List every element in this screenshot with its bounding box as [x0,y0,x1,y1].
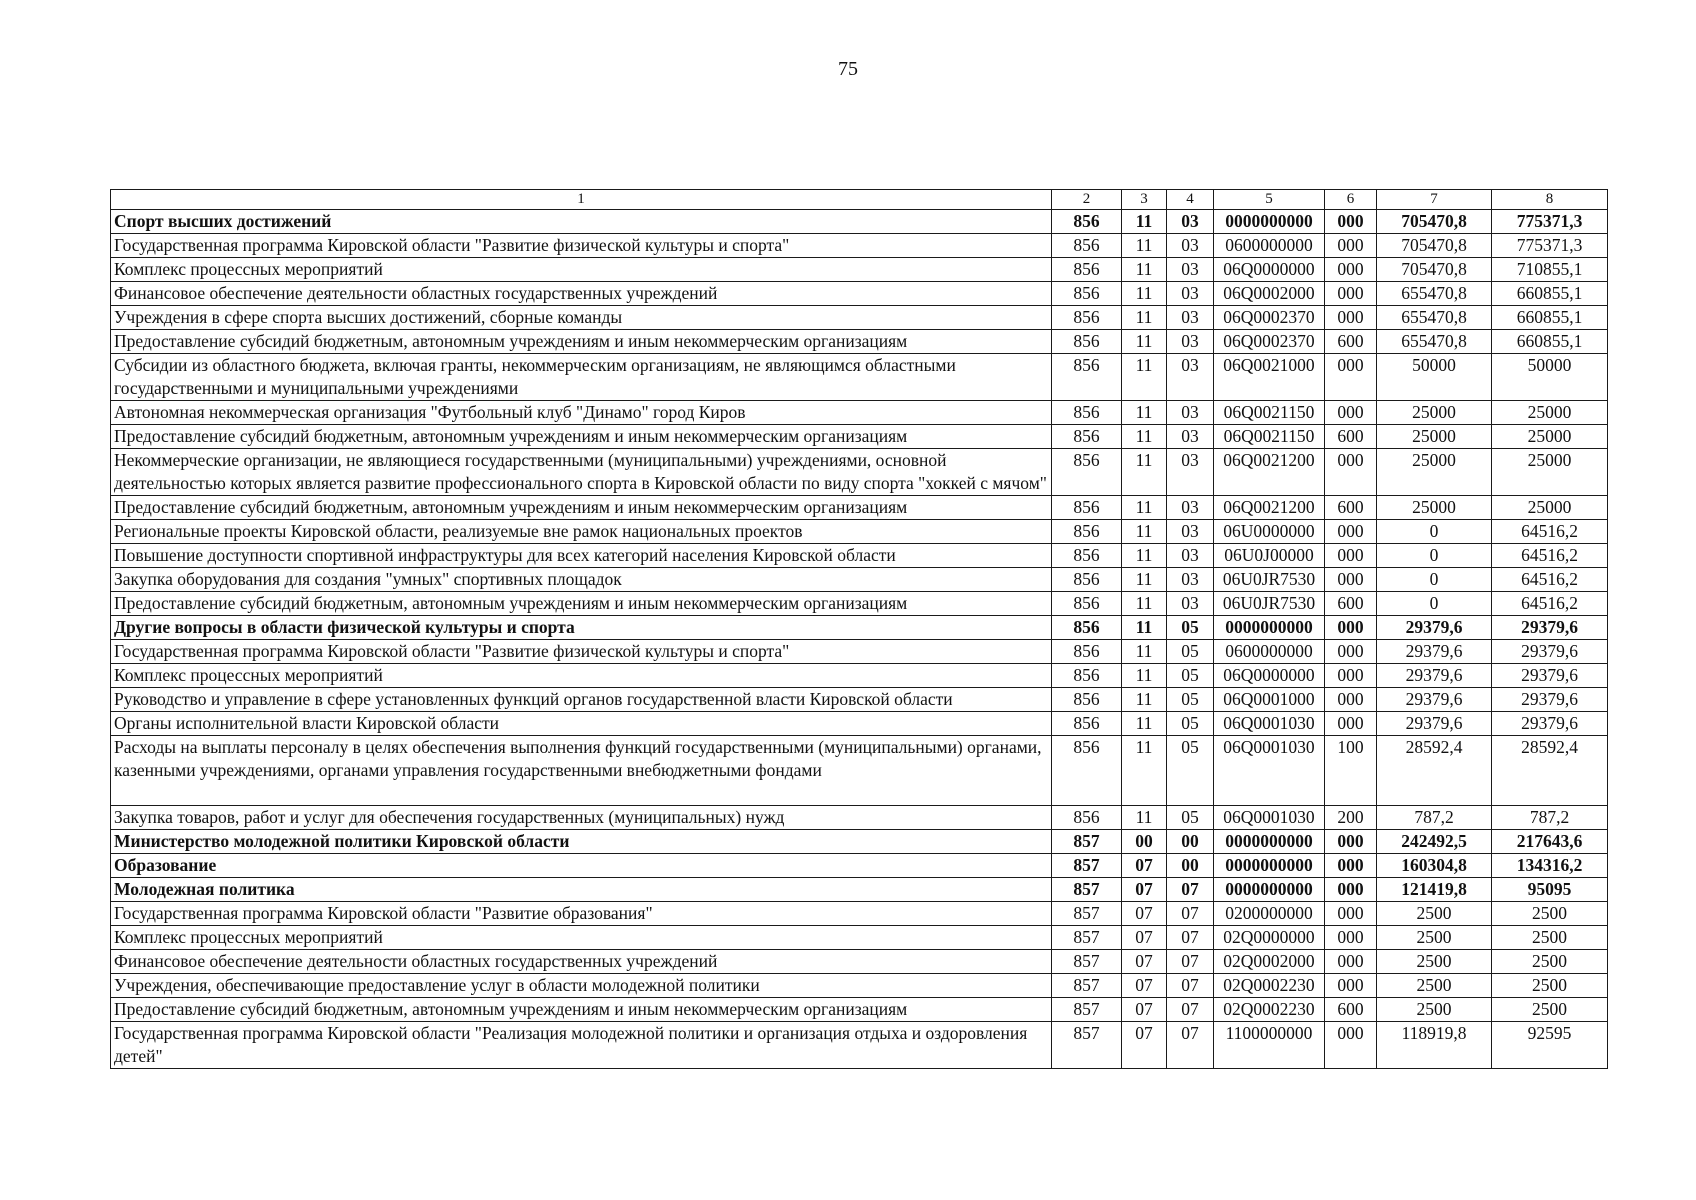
expense-type-cell: 000 [1325,306,1377,330]
column-number-6: 6 [1325,190,1377,210]
amount-year2-cell: 134316,2 [1492,854,1608,878]
admin-code-cell: 856 [1052,306,1122,330]
expense-type-cell: 600 [1325,330,1377,354]
target-article-cell: 0000000000 [1214,854,1325,878]
amount-year2-cell: 29379,6 [1492,712,1608,736]
expense-type-cell: 000 [1325,401,1377,425]
amount-year1-cell: 28592,4 [1377,736,1492,806]
row-name-cell: Закупка товаров, работ и услуг для обеспечения государственных (муниципальных) нужд [111,806,1052,830]
target-article-cell: 02Q0002230 [1214,998,1325,1022]
subsection-cell: 03 [1167,544,1214,568]
amount-year1-cell: 2500 [1377,950,1492,974]
admin-code-cell: 856 [1052,258,1122,282]
subsection-cell: 03 [1167,258,1214,282]
amount-year1-cell: 0 [1377,520,1492,544]
table-row [111,878,1608,902]
expense-type-cell: 000 [1325,902,1377,926]
section-cell: 11 [1122,806,1167,830]
expense-type-cell: 000 [1325,854,1377,878]
budget-table [110,189,1608,1069]
target-article-cell: 0000000000 [1214,830,1325,854]
subsection-cell: 05 [1167,712,1214,736]
table-row [111,234,1608,258]
section-cell: 07 [1122,998,1167,1022]
expense-type-cell: 600 [1325,998,1377,1022]
table-row [111,640,1608,664]
amount-year2-cell: 50000 [1492,354,1608,401]
subsection-cell: 00 [1167,830,1214,854]
amount-year2-cell: 217643,6 [1492,830,1608,854]
row-name-cell: Руководство и управление в сфере установленных функций органов государственной власти Кировской области [111,688,1052,712]
row-name-cell: Государственная программа Кировской области "Развитие физической культуры и спорта" [111,234,1052,258]
amount-year1-cell: 29379,6 [1377,640,1492,664]
column-number-1: 1 [111,190,1052,210]
expense-type-cell: 000 [1325,878,1377,902]
expense-type-cell: 000 [1325,568,1377,592]
expense-type-cell: 000 [1325,830,1377,854]
row-name-cell: Комплекс процессных мероприятий [111,926,1052,950]
admin-code-cell: 856 [1052,616,1122,640]
section-cell: 07 [1122,950,1167,974]
expense-type-cell: 100 [1325,736,1377,806]
target-article-cell: 06U0JR7530 [1214,568,1325,592]
expense-type-cell: 000 [1325,640,1377,664]
amount-year1-cell: 25000 [1377,401,1492,425]
subsection-cell: 03 [1167,210,1214,234]
table-row [111,425,1608,449]
admin-code-cell: 856 [1052,449,1122,496]
target-article-cell: 1100000000 [1214,1022,1325,1069]
subsection-cell: 03 [1167,496,1214,520]
row-name-cell: Образование [111,854,1052,878]
amount-year2-cell: 29379,6 [1492,616,1608,640]
table-row [111,926,1608,950]
table-row [111,830,1608,854]
target-article-cell: 06Q0021200 [1214,496,1325,520]
row-name-cell: Учреждения в сфере спорта высших достижений, сборные команды [111,306,1052,330]
table-row [111,306,1608,330]
subsection-cell: 07 [1167,974,1214,998]
table-row [111,401,1608,425]
section-cell: 11 [1122,258,1167,282]
table-row [111,592,1608,616]
amount-year2-cell: 2500 [1492,950,1608,974]
amount-year1-cell: 29379,6 [1377,688,1492,712]
subsection-cell: 07 [1167,950,1214,974]
subsection-cell: 00 [1167,854,1214,878]
amount-year1-cell: 25000 [1377,496,1492,520]
row-name-cell: Предоставление субсидий бюджетным, автономным учреждениям и иным некоммерческим организациям [111,330,1052,354]
amount-year1-cell: 655470,8 [1377,306,1492,330]
section-cell: 07 [1122,902,1167,926]
amount-year2-cell: 64516,2 [1492,568,1608,592]
subsection-cell: 03 [1167,330,1214,354]
amount-year1-cell: 25000 [1377,425,1492,449]
table-row [111,520,1608,544]
target-article-cell: 06Q0000000 [1214,664,1325,688]
table-row [111,568,1608,592]
table-row [111,616,1608,640]
amount-year1-cell: 787,2 [1377,806,1492,830]
admin-code-cell: 856 [1052,401,1122,425]
amount-year2-cell: 64516,2 [1492,544,1608,568]
admin-code-cell: 856 [1052,592,1122,616]
amount-year1-cell: 705470,8 [1377,258,1492,282]
expense-type-cell: 000 [1325,712,1377,736]
admin-code-cell: 857 [1052,998,1122,1022]
amount-year2-cell: 25000 [1492,425,1608,449]
amount-year2-cell: 775371,3 [1492,234,1608,258]
target-article-cell: 06U0J00000 [1214,544,1325,568]
subsection-cell: 05 [1167,616,1214,640]
admin-code-cell: 857 [1052,902,1122,926]
row-name-cell: Финансовое обеспечение деятельности областных государственных учреждений [111,282,1052,306]
row-name-cell: Предоставление субсидий бюджетным, автономным учреждениям и иным некоммерческим организациям [111,496,1052,520]
table-row [111,449,1608,496]
target-article-cell: 0600000000 [1214,640,1325,664]
admin-code-cell: 856 [1052,354,1122,401]
section-cell: 11 [1122,425,1167,449]
table-row [111,258,1608,282]
row-name-cell: Другие вопросы в области физической культуры и спорта [111,616,1052,640]
row-name-cell: Расходы на выплаты персоналу в целях обеспечения выполнения функций государственными (муниципальными) органами, казенными учреждениями, органами управления государственными внебюджетными фондами [111,736,1052,806]
admin-code-cell: 856 [1052,282,1122,306]
table-row [111,854,1608,878]
section-cell: 00 [1122,830,1167,854]
target-article-cell: 06Q0002370 [1214,330,1325,354]
expense-type-cell: 600 [1325,425,1377,449]
target-article-cell: 0600000000 [1214,234,1325,258]
table-row [111,806,1608,830]
amount-year1-cell: 0 [1377,544,1492,568]
section-cell: 11 [1122,306,1167,330]
admin-code-cell: 856 [1052,736,1122,806]
table-row [111,712,1608,736]
amount-year1-cell: 29379,6 [1377,712,1492,736]
subsection-cell: 05 [1167,688,1214,712]
amount-year1-cell: 0 [1377,568,1492,592]
expense-type-cell: 000 [1325,258,1377,282]
expense-type-cell: 000 [1325,688,1377,712]
row-name-cell: Государственная программа Кировской области "Развитие образования" [111,902,1052,926]
column-number-header-row [111,190,1608,210]
amount-year2-cell: 25000 [1492,449,1608,496]
section-cell: 11 [1122,616,1167,640]
section-cell: 11 [1122,568,1167,592]
admin-code-cell: 856 [1052,712,1122,736]
row-name-cell: Финансовое обеспечение деятельности областных государственных учреждений [111,950,1052,974]
target-article-cell: 06Q0021000 [1214,354,1325,401]
subsection-cell: 05 [1167,664,1214,688]
subsection-cell: 05 [1167,640,1214,664]
row-name-cell: Молодежная политика [111,878,1052,902]
row-name-cell: Некоммерческие организации, не являющиеся государственными (муниципальными) учреждениями, основной деятельностью которых является развитие профессионального спорта в Кировской области по виду спорта "хоккей с мячом" [111,449,1052,496]
target-article-cell: 06Q0002370 [1214,306,1325,330]
target-article-cell: 06Q0001030 [1214,736,1325,806]
row-name-cell: Закупка оборудования для создания "умных" спортивных площадок [111,568,1052,592]
subsection-cell: 03 [1167,449,1214,496]
expense-type-cell: 000 [1325,950,1377,974]
subsection-cell: 03 [1167,282,1214,306]
row-name-cell: Министерство молодежной политики Кировской области [111,830,1052,854]
target-article-cell: 06Q0021150 [1214,401,1325,425]
section-cell: 07 [1122,974,1167,998]
amount-year2-cell: 660855,1 [1492,282,1608,306]
page-number: 75 [838,58,858,80]
admin-code-cell: 856 [1052,210,1122,234]
row-name-cell: Государственная программа Кировской области "Развитие физической культуры и спорта" [111,640,1052,664]
expense-type-cell: 000 [1325,926,1377,950]
section-cell: 11 [1122,592,1167,616]
admin-code-cell: 856 [1052,234,1122,258]
section-cell: 11 [1122,736,1167,806]
expense-type-cell: 000 [1325,974,1377,998]
target-article-cell: 06U0000000 [1214,520,1325,544]
expense-type-cell: 200 [1325,806,1377,830]
section-cell: 11 [1122,520,1167,544]
target-article-cell: 06Q0002000 [1214,282,1325,306]
amount-year1-cell: 242492,5 [1377,830,1492,854]
table-row [111,736,1608,806]
table-row [111,282,1608,306]
expense-type-cell: 600 [1325,592,1377,616]
amount-year1-cell: 655470,8 [1377,282,1492,306]
subsection-cell: 03 [1167,354,1214,401]
amount-year1-cell: 160304,8 [1377,854,1492,878]
subsection-cell: 07 [1167,1022,1214,1069]
admin-code-cell: 856 [1052,664,1122,688]
amount-year2-cell: 2500 [1492,998,1608,1022]
target-article-cell: 06Q0001000 [1214,688,1325,712]
column-number-5: 5 [1214,190,1325,210]
subsection-cell: 03 [1167,425,1214,449]
admin-code-cell: 857 [1052,830,1122,854]
amount-year2-cell: 64516,2 [1492,520,1608,544]
table-row [111,974,1608,998]
admin-code-cell: 856 [1052,806,1122,830]
subsection-cell: 03 [1167,234,1214,258]
admin-code-cell: 856 [1052,688,1122,712]
amount-year2-cell: 775371,3 [1492,210,1608,234]
admin-code-cell: 857 [1052,854,1122,878]
table-body [111,190,1608,1069]
amount-year1-cell: 2500 [1377,998,1492,1022]
amount-year2-cell: 660855,1 [1492,306,1608,330]
table-row [111,950,1608,974]
row-name-cell: Повышение доступности спортивной инфраструктуры для всех категорий населения Кировской области [111,544,1052,568]
amount-year1-cell: 2500 [1377,926,1492,950]
row-name-cell: Предоставление субсидий бюджетным, автономным учреждениям и иным некоммерческим организациям [111,592,1052,616]
admin-code-cell: 857 [1052,974,1122,998]
section-cell: 11 [1122,282,1167,306]
amount-year1-cell: 29379,6 [1377,616,1492,640]
expense-type-cell: 000 [1325,544,1377,568]
section-cell: 11 [1122,210,1167,234]
amount-year2-cell: 710855,1 [1492,258,1608,282]
target-article-cell: 0000000000 [1214,878,1325,902]
column-number-2: 2 [1052,190,1122,210]
subsection-cell: 05 [1167,806,1214,830]
admin-code-cell: 857 [1052,878,1122,902]
amount-year1-cell: 2500 [1377,974,1492,998]
target-article-cell: 02Q0000000 [1214,926,1325,950]
admin-code-cell: 856 [1052,544,1122,568]
admin-code-cell: 857 [1052,1022,1122,1069]
amount-year1-cell: 25000 [1377,449,1492,496]
amount-year2-cell: 25000 [1492,496,1608,520]
amount-year2-cell: 95095 [1492,878,1608,902]
amount-year1-cell: 50000 [1377,354,1492,401]
column-number-4: 4 [1167,190,1214,210]
row-name-cell: Государственная программа Кировской области "Реализация молодежной политики и организация отдыха и оздоровления детей" [111,1022,1052,1069]
subsection-cell: 03 [1167,401,1214,425]
row-name-cell: Учреждения, обеспечивающие предоставление услуг в области молодежной политики [111,974,1052,998]
target-article-cell: 06Q0021150 [1214,425,1325,449]
column-number-3: 3 [1122,190,1167,210]
table-row [111,354,1608,401]
section-cell: 11 [1122,688,1167,712]
section-cell: 11 [1122,640,1167,664]
subsection-cell: 03 [1167,520,1214,544]
column-number-7: 7 [1377,190,1492,210]
section-cell: 11 [1122,712,1167,736]
row-name-cell: Комплекс процессных мероприятий [111,258,1052,282]
column-number-8: 8 [1492,190,1608,210]
expense-type-cell: 000 [1325,282,1377,306]
row-name-cell: Предоставление субсидий бюджетным, автономным учреждениям и иным некоммерческим организациям [111,998,1052,1022]
amount-year2-cell: 29379,6 [1492,664,1608,688]
amount-year2-cell: 29379,6 [1492,640,1608,664]
row-name-cell: Комплекс процессных мероприятий [111,664,1052,688]
admin-code-cell: 856 [1052,330,1122,354]
amount-year2-cell: 28592,4 [1492,736,1608,806]
subsection-cell: 07 [1167,878,1214,902]
admin-code-cell: 856 [1052,568,1122,592]
amount-year1-cell: 121419,8 [1377,878,1492,902]
subsection-cell: 07 [1167,998,1214,1022]
section-cell: 11 [1122,234,1167,258]
amount-year1-cell: 2500 [1377,902,1492,926]
section-cell: 11 [1122,664,1167,688]
amount-year2-cell: 2500 [1492,902,1608,926]
subsection-cell: 03 [1167,306,1214,330]
target-article-cell: 0200000000 [1214,902,1325,926]
expense-type-cell: 000 [1325,354,1377,401]
target-article-cell: 06Q0001030 [1214,806,1325,830]
amount-year1-cell: 705470,8 [1377,234,1492,258]
section-cell: 07 [1122,1022,1167,1069]
section-cell: 11 [1122,354,1167,401]
expense-type-cell: 000 [1325,664,1377,688]
section-cell: 07 [1122,926,1167,950]
expense-type-cell: 000 [1325,616,1377,640]
target-article-cell: 02Q0002230 [1214,974,1325,998]
target-article-cell: 06Q0021200 [1214,449,1325,496]
expense-type-cell: 000 [1325,520,1377,544]
row-name-cell: Субсидии из областного бюджета, включая гранты, некоммерческим организациям, не являющимся областными государственными и муниципальными учреждениями [111,354,1052,401]
subsection-cell: 03 [1167,568,1214,592]
admin-code-cell: 856 [1052,520,1122,544]
section-cell: 11 [1122,401,1167,425]
section-cell: 11 [1122,330,1167,354]
row-name-cell: Органы исполнительной власти Кировской области [111,712,1052,736]
amount-year1-cell: 655470,8 [1377,330,1492,354]
table-row [111,1022,1608,1069]
table-row [111,902,1608,926]
target-article-cell: 06Q0000000 [1214,258,1325,282]
target-article-cell: 02Q0002000 [1214,950,1325,974]
subsection-cell: 05 [1167,736,1214,806]
expense-type-cell: 000 [1325,1022,1377,1069]
section-cell: 07 [1122,878,1167,902]
row-name-cell: Предоставление субсидий бюджетным, автономным учреждениям и иным некоммерческим организациям [111,425,1052,449]
admin-code-cell: 856 [1052,640,1122,664]
section-cell: 11 [1122,496,1167,520]
amount-year1-cell: 118919,8 [1377,1022,1492,1069]
amount-year1-cell: 705470,8 [1377,210,1492,234]
table-row [111,330,1608,354]
table-row [111,544,1608,568]
amount-year2-cell: 660855,1 [1492,330,1608,354]
section-cell: 11 [1122,544,1167,568]
expense-type-cell: 000 [1325,234,1377,258]
subsection-cell: 07 [1167,902,1214,926]
amount-year2-cell: 2500 [1492,974,1608,998]
table-row [111,496,1608,520]
row-name-cell: Автономная некоммерческая организация "Футбольный клуб "Динамо" город Киров [111,401,1052,425]
amount-year2-cell: 25000 [1492,401,1608,425]
expense-type-cell: 000 [1325,449,1377,496]
amount-year1-cell: 0 [1377,592,1492,616]
row-name-cell: Спорт высших достижений [111,210,1052,234]
target-article-cell: 0000000000 [1214,616,1325,640]
target-article-cell: 06Q0001030 [1214,712,1325,736]
admin-code-cell: 857 [1052,950,1122,974]
row-name-cell: Региональные проекты Кировской области, реализуемые вне рамок национальных проектов [111,520,1052,544]
table-row [111,688,1608,712]
admin-code-cell: 856 [1052,496,1122,520]
amount-year2-cell: 2500 [1492,926,1608,950]
admin-code-cell: 856 [1052,425,1122,449]
subsection-cell: 03 [1167,592,1214,616]
amount-year2-cell: 92595 [1492,1022,1608,1069]
subsection-cell: 07 [1167,926,1214,950]
amount-year2-cell: 787,2 [1492,806,1608,830]
amount-year1-cell: 29379,6 [1377,664,1492,688]
target-article-cell: 0000000000 [1214,210,1325,234]
table-row [111,210,1608,234]
table-row [111,664,1608,688]
table-row [111,998,1608,1022]
amount-year2-cell: 64516,2 [1492,592,1608,616]
admin-code-cell: 857 [1052,926,1122,950]
expense-type-cell: 000 [1325,210,1377,234]
section-cell: 07 [1122,854,1167,878]
amount-year2-cell: 29379,6 [1492,688,1608,712]
section-cell: 11 [1122,449,1167,496]
target-article-cell: 06U0JR7530 [1214,592,1325,616]
expense-type-cell: 600 [1325,496,1377,520]
